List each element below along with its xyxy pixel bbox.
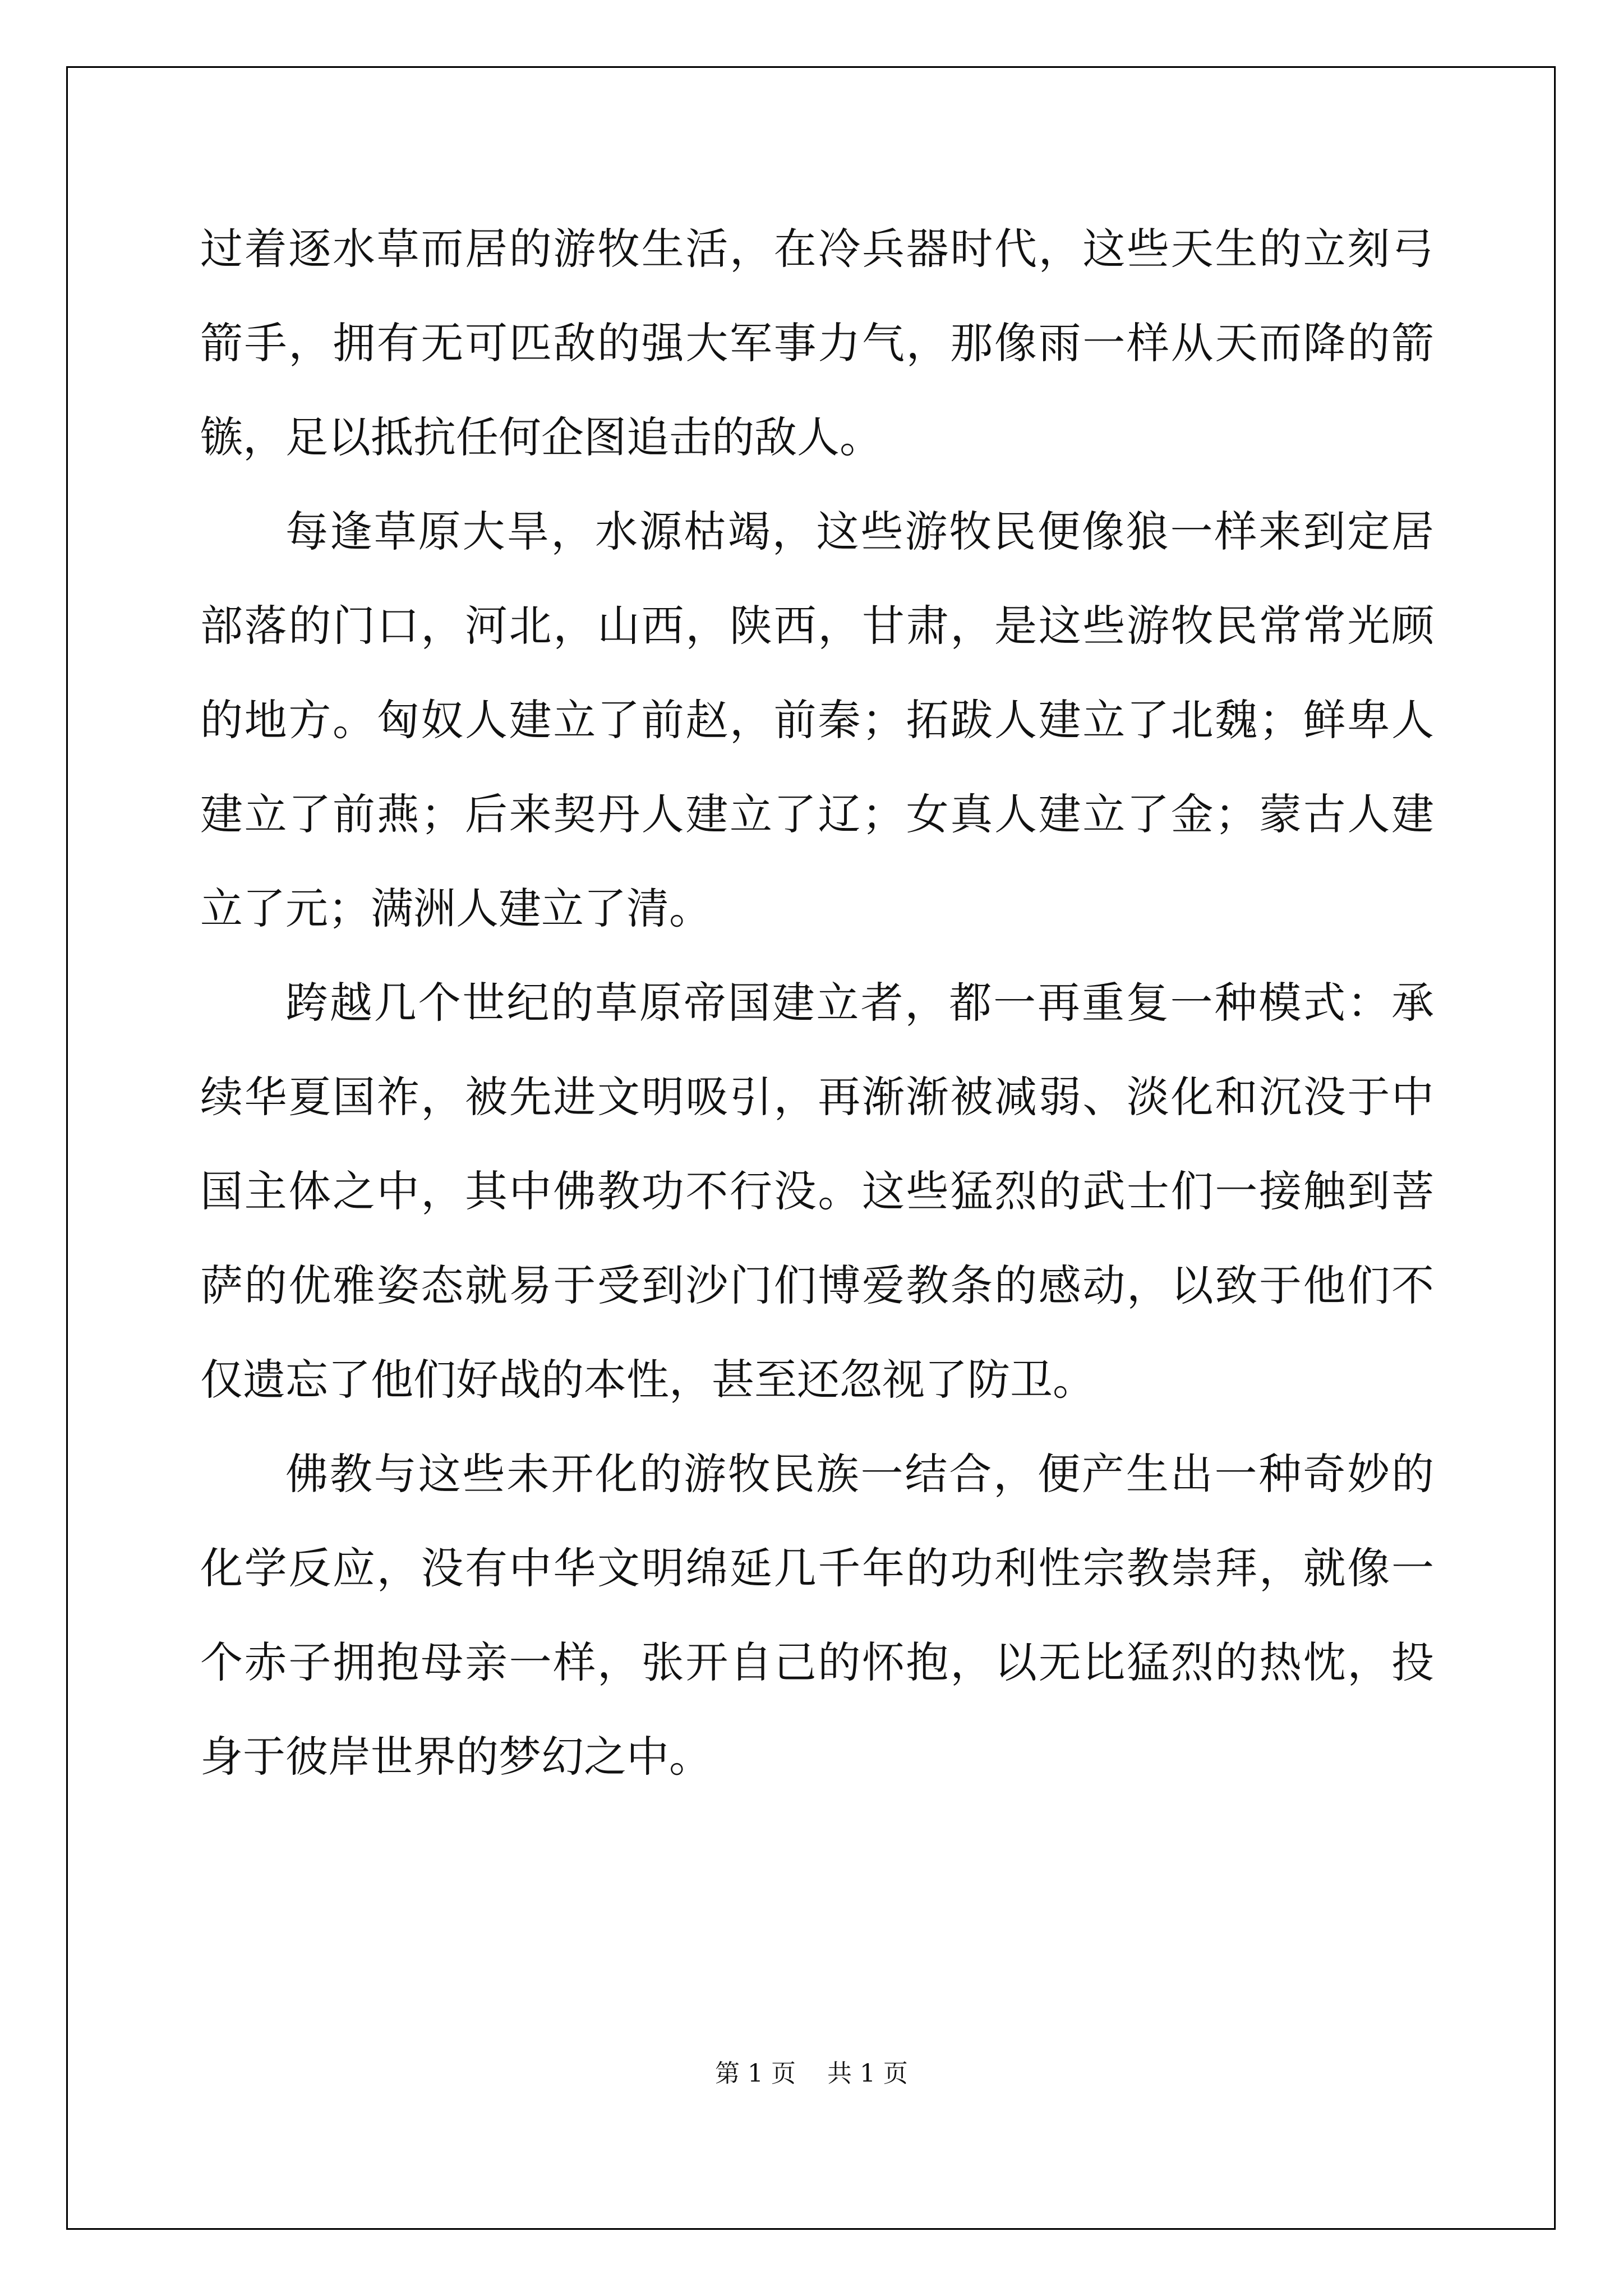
paragraph-2: 每逢草原大旱，水源枯竭，这些游牧民便像狼一样来到定居部落的门口，河北，山西，陕西，甘肃，是这些游牧民常常光顾的地方。匈奴人建立了前赵，前秦；拓跋人建立了北魏；鲜卑人建立了前燕；后来契丹人建立了辽；女真人建立了金；蒙古人建立了元；满洲人建立了清。 (200, 507, 1434, 933)
paragraph-1: 过着逐水草而居的游牧生活，在冷兵器时代，这些天生的立刻弓箭手，拥有无可匹敌的强大军事力气，那像雨一样从天而降的箭镞，足以抵抗任何企图追击的敌人。 (200, 224, 1434, 462)
paragraph-4: 佛教与这些未开化的游牧民族一结合，便产生出一种奇妙的化学反应，没有中华文明绵延几千年的功利性宗教崇拜，就像一个赤子拥抱母亲一样，张开自己的怀抱，以无比猛烈的热忱，投身于彼岸世界的梦幻之中。 (200, 1449, 1434, 1782)
page-footer: 第 1 页 共 1 页 (715, 2059, 908, 2088)
paragraph-3: 跨越几个世纪的草原帝国建立者，都一再重复一种模式：承续华夏国祚，被先进文明吸引，再渐渐被减弱、淡化和沉没于中国主体之中，其中佛教功不行没。这些猛烈的武士们一接触到菩萨的优雅姿态就易于受到沙门们博爱教条的感动，以致于他们不仅遗忘了他们好战的本性，甚至还忽视了防卫。 (200, 978, 1434, 1405)
document-body (200, 202, 1434, 1804)
